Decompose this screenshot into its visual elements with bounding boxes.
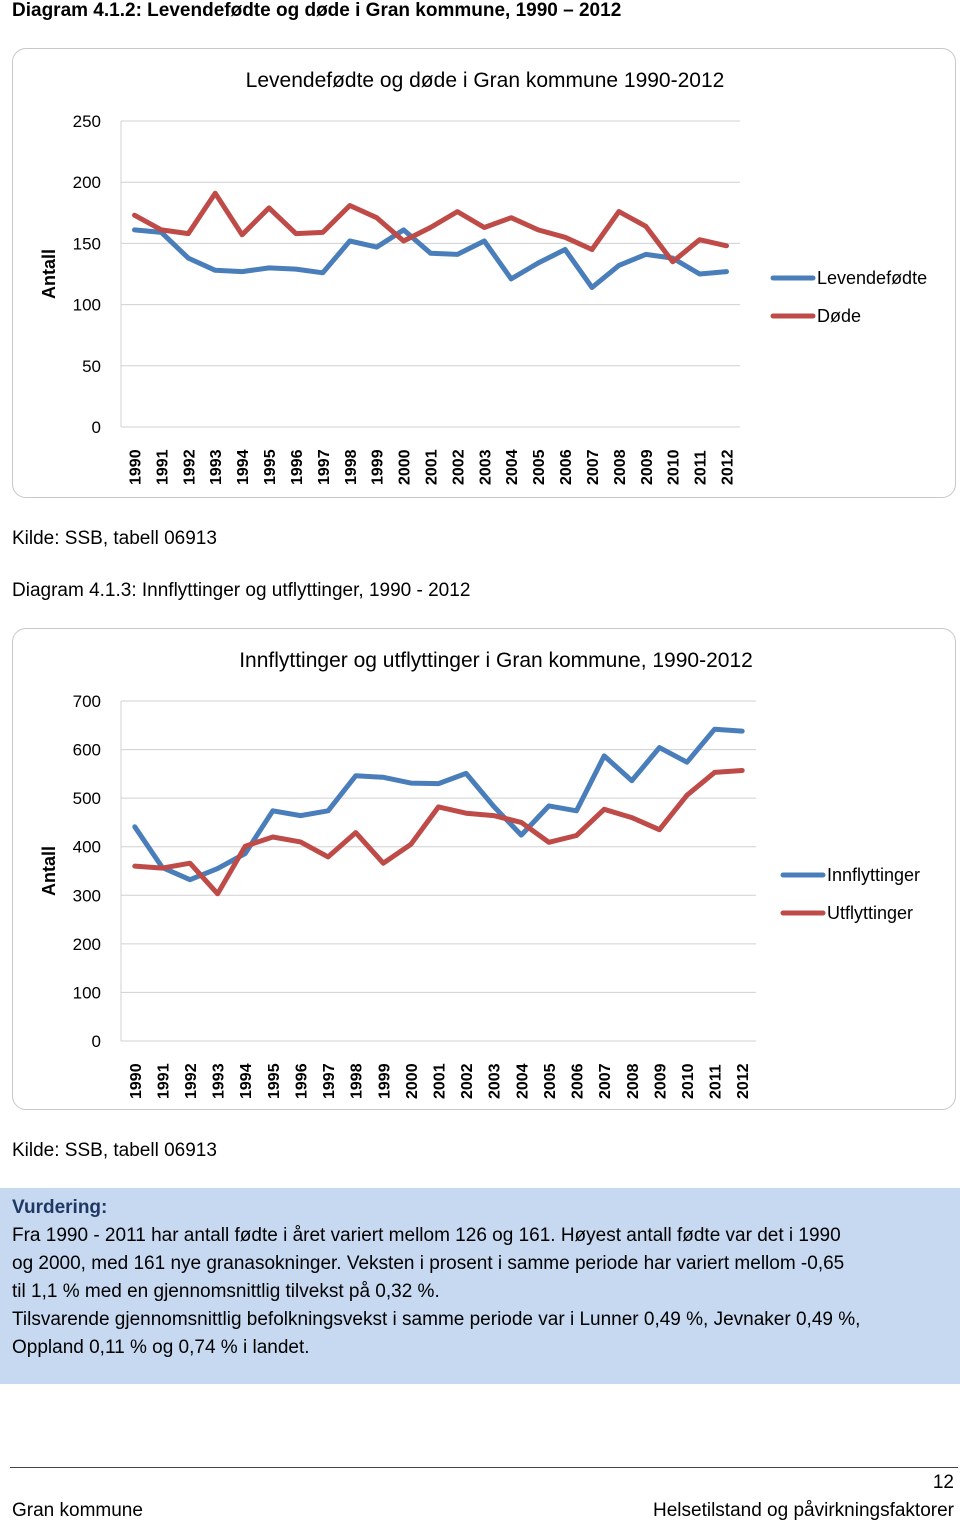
x-tick-label: 2001 bbox=[431, 1063, 449, 1099]
diagram-2-heading: Diagram 4.1.3: Innflyttinger og utflyttinger, 1990 - 2012 bbox=[12, 580, 471, 601]
chart-title: Innflyttinger og utflyttinger i Gran kommune, 1990-2012 bbox=[239, 649, 753, 672]
x-tick-label: 1993 bbox=[208, 449, 226, 485]
y-tick-label: 600 bbox=[72, 740, 101, 760]
assessment-line-5: Oppland 0,11 % og 0,74 % i landet. bbox=[12, 1337, 310, 1358]
y-tick-label: 50 bbox=[82, 356, 101, 376]
x-tick-label: 1996 bbox=[288, 449, 306, 485]
chart-title: Levendefødte og døde i Gran kommune 1990-2012 bbox=[245, 69, 725, 92]
x-tick-label: 2008 bbox=[624, 1063, 642, 1099]
x-tick-label: 2009 bbox=[638, 449, 656, 485]
assessment-line-3: til 1,1 % med en gjennomsnittlig tilvekst på 0,32 %. bbox=[12, 1281, 440, 1302]
y-tick-label: 500 bbox=[72, 789, 101, 809]
page-number: 12 bbox=[932, 1472, 954, 1493]
footer-section: Helsetilstand og påvirkningsfaktorer bbox=[653, 1500, 954, 1521]
legend-label: Levendefødte bbox=[817, 268, 928, 288]
assessment-line-1: Fra 1990 - 2011 har antall fødte i året variert mellom 126 og 161. Høyest antall fødte var det i 1990 bbox=[12, 1225, 841, 1246]
y-tick-label: 100 bbox=[72, 295, 101, 315]
x-tick-label: 1995 bbox=[262, 449, 280, 485]
legend-label: Innflyttinger bbox=[827, 865, 921, 885]
y-tick-label: 100 bbox=[72, 983, 101, 1003]
legend-label: Utflyttinger bbox=[827, 903, 914, 923]
x-tick-label: 2007 bbox=[584, 449, 602, 485]
x-tick-label: 2000 bbox=[396, 449, 414, 485]
x-tick-label: 1995 bbox=[265, 1063, 283, 1099]
x-tick-label: 1992 bbox=[181, 449, 199, 485]
x-tick-label: 2011 bbox=[707, 1064, 725, 1099]
assessment-box bbox=[0, 1188, 960, 1384]
y-tick-label: 200 bbox=[72, 173, 101, 193]
diagram-1-source: Kilde: SSB, tabell 06913 bbox=[12, 528, 217, 549]
x-tick-label: 1997 bbox=[321, 1063, 339, 1099]
y-tick-label: 0 bbox=[91, 418, 101, 437]
assessment-line-4: Tilsvarende gjennomsnittlig befolkningsvekst i samme periode var i Lunner 0,49 %, Jevnaker 0,49 %, bbox=[12, 1309, 861, 1330]
footer-org: Gran kommune bbox=[12, 1500, 143, 1521]
assessment-line-2: og 2000, med 161 nye granasokninger. Veksten i prosent i samme periode har variert mellom -0,65 bbox=[12, 1253, 845, 1274]
x-tick-label: 1990 bbox=[127, 1063, 145, 1099]
series-line-1 bbox=[135, 230, 727, 288]
y-tick-label: 200 bbox=[72, 934, 101, 954]
y-axis-title: Antall bbox=[39, 845, 59, 897]
x-tick-label: 2000 bbox=[403, 1063, 421, 1099]
x-tick-label: 2006 bbox=[569, 1063, 587, 1099]
x-tick-label: 2007 bbox=[597, 1063, 615, 1099]
y-tick-label: 300 bbox=[72, 886, 101, 906]
x-tick-label: 2004 bbox=[504, 449, 522, 485]
x-tick-label: 1999 bbox=[376, 1063, 394, 1099]
y-tick-label: 150 bbox=[72, 234, 101, 254]
x-tick-label: 2004 bbox=[514, 1063, 532, 1099]
x-tick-label: 1991 bbox=[155, 1063, 173, 1099]
x-tick-label: 1994 bbox=[238, 1063, 256, 1099]
x-tick-label: 2005 bbox=[531, 449, 549, 485]
x-tick-label: 2001 bbox=[423, 449, 441, 485]
x-tick-label: 2008 bbox=[611, 449, 629, 485]
y-tick-label: 250 bbox=[72, 112, 101, 131]
x-tick-label: 2009 bbox=[652, 1063, 670, 1099]
series-line-2 bbox=[135, 771, 742, 894]
x-tick-label: 1998 bbox=[342, 449, 360, 485]
x-tick-label: 1999 bbox=[369, 449, 387, 485]
x-tick-label: 2012 bbox=[735, 1063, 753, 1099]
legend-label: Døde bbox=[817, 306, 862, 326]
footer-divider bbox=[10, 1467, 958, 1468]
x-tick-label: 2003 bbox=[486, 1063, 504, 1099]
y-tick-label: 700 bbox=[72, 692, 101, 711]
chart-2-container bbox=[12, 628, 956, 1110]
chart-1-svg bbox=[13, 49, 957, 499]
x-tick-label: 1996 bbox=[293, 1063, 311, 1099]
x-tick-label: 2011 bbox=[692, 450, 710, 485]
x-tick-label: 2010 bbox=[665, 449, 683, 485]
x-tick-label: 2002 bbox=[450, 449, 468, 485]
x-tick-label: 1997 bbox=[315, 449, 333, 485]
x-tick-label: 2003 bbox=[477, 449, 495, 485]
x-tick-label: 1990 bbox=[127, 449, 145, 485]
x-tick-label: 1992 bbox=[183, 1063, 201, 1099]
assessment-label: Vurdering: bbox=[12, 1197, 108, 1218]
y-tick-label: 0 bbox=[91, 1032, 101, 1051]
x-tick-label: 2012 bbox=[719, 449, 737, 485]
x-tick-label: 1993 bbox=[210, 1063, 228, 1099]
x-tick-label: 2010 bbox=[679, 1063, 697, 1099]
x-tick-label: 2002 bbox=[459, 1063, 477, 1099]
y-axis-title: Antall bbox=[39, 248, 59, 300]
diagram-1-heading: Diagram 4.1.2: Levendefødte og døde i Gran kommune, 1990 – 2012 bbox=[12, 0, 622, 21]
diagram-2-source: Kilde: SSB, tabell 06913 bbox=[12, 1140, 217, 1161]
chart-2-svg bbox=[13, 629, 957, 1111]
x-tick-label: 1994 bbox=[235, 449, 253, 485]
chart-1-container bbox=[12, 48, 956, 498]
x-tick-label: 1991 bbox=[154, 449, 172, 485]
y-tick-label: 400 bbox=[72, 837, 101, 857]
x-tick-label: 2006 bbox=[558, 449, 576, 485]
x-tick-label: 1998 bbox=[348, 1063, 366, 1099]
x-tick-label: 2005 bbox=[541, 1063, 559, 1099]
